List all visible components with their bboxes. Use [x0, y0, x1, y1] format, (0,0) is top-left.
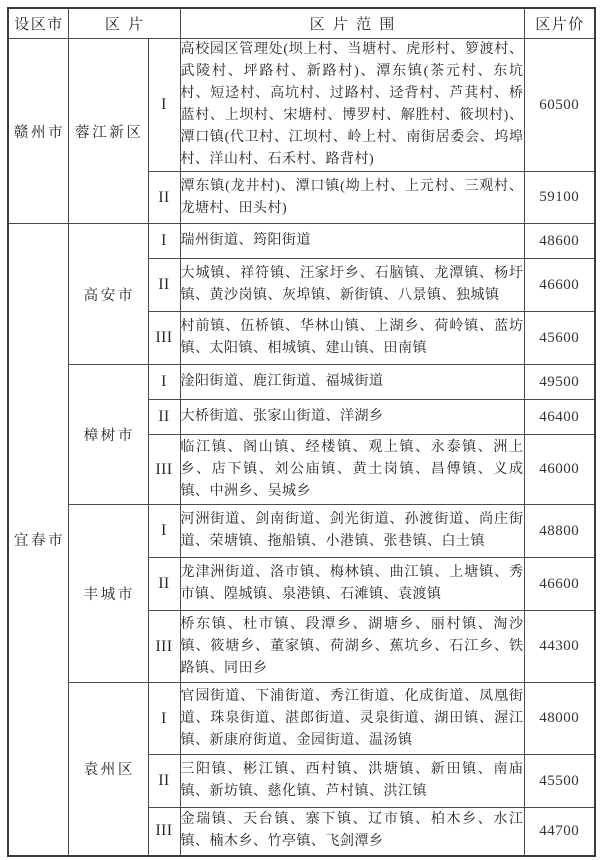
- zone-range: 大城镇、祥符镇、汪家圩乡、石脑镇、龙潭镇、杨圩镇、黄沙岗镇、灰埠镇、新街镇、八景镇、独城镇: [180, 259, 524, 312]
- zone-price: 60500: [524, 39, 595, 172]
- zone-range: 村前镇、伍桥镇、华林山镇、上湖乡、荷岭镇、蓝坊镇、太阳镇、相城镇、建山镇、田南镇: [180, 312, 524, 365]
- zone-range: 三阳镇、彬江镇、西村镇、洪塘镇、新田镇、南庙镇、新坊镇、慈化镇、芦村镇、洪江镇: [180, 755, 524, 808]
- header-price: 区片价: [524, 8, 595, 39]
- zone-price: 46600: [524, 558, 595, 611]
- zone-label: I: [148, 224, 180, 259]
- district-cell-gaoan: 高安市: [68, 224, 148, 365]
- city-cell-ganzhou: 赣州市: [8, 39, 68, 224]
- zone-price: 45600: [524, 312, 595, 365]
- zone-range: 潭东镇(龙井村)、潭口镇(坳上村、上元村、三观村、龙塘村、田头村): [180, 172, 524, 224]
- table-row: [8, 683, 595, 755]
- district-cell-zhangshu: 樟树市: [68, 365, 148, 505]
- table-header-row: [8, 8, 595, 39]
- city-cell-yichun: 宜春市: [8, 224, 68, 856]
- zone-price: 46000: [524, 435, 595, 505]
- zone-label: I: [148, 683, 180, 755]
- zone-price: 59100: [524, 172, 595, 224]
- zone-price-table: [7, 7, 596, 857]
- zone-price: 48800: [524, 505, 595, 558]
- zone-price: 48600: [524, 224, 595, 259]
- table-row: [8, 39, 595, 172]
- district-cell-yuanzhou: 袁州区: [68, 683, 148, 856]
- zone-label: III: [148, 611, 180, 683]
- zone-range: 金瑞镇、天台镇、寨下镇、辽市镇、柏木乡、水江镇、楠木乡、竹亭镇、飞剑潭乡: [180, 808, 524, 856]
- zone-label: I: [148, 365, 180, 400]
- zone-label: III: [148, 312, 180, 365]
- zone-range: 临江镇、阁山镇、经楼镇、观上镇、永泰镇、洲上乡、店下镇、刘公庙镇、黄土岗镇、昌傅镇、义成镇、中洲乡、吴城乡: [180, 435, 524, 505]
- zone-range: 瑞州街道、筠阳街道: [180, 224, 524, 259]
- zone-label: III: [148, 435, 180, 505]
- zone-range: 高校园区管理处(坝上村、当塘村、虎形村、箩渡村、武陵村、坪路村、新路村)、潭东镇(茶元村、东坑村、短迳村、高坑村、过路村、迳背村、芦萁村、桥蓝村、上坝村、宋塘村、博罗村、解胜村、筱坝村)、潭口镇(代卫村、江坝村、岭上村、南街居委会、坞埠村、洋山村、石禾村、路背村): [180, 39, 524, 172]
- zone-label: I: [148, 505, 180, 558]
- zone-label: II: [148, 558, 180, 611]
- header-range: 区片范围: [180, 8, 524, 39]
- zone-label: II: [148, 259, 180, 312]
- district-cell-rongjiang: 蓉江新区: [68, 39, 148, 224]
- zone-range: 淦阳街道、鹿江街道、福城街道: [180, 365, 524, 400]
- zone-label: II: [148, 755, 180, 808]
- table-row: [8, 224, 595, 259]
- zone-range: 桥东镇、杜市镇、段潭乡、湖塘乡、丽村镇、淘沙镇、筱塘乡、董家镇、荷湖乡、蕉坑乡、石江乡、铁路镇、同田乡: [180, 611, 524, 683]
- zone-price: 46400: [524, 400, 595, 435]
- zone-price: 46600: [524, 259, 595, 312]
- zone-label: II: [148, 400, 180, 435]
- zone-price: 49500: [524, 365, 595, 400]
- zone-label: III: [148, 808, 180, 856]
- zone-price: 44700: [524, 808, 595, 856]
- zone-price: 45500: [524, 755, 595, 808]
- zone-label: II: [148, 172, 180, 224]
- district-cell-fengcheng: 丰城市: [68, 505, 148, 683]
- zone-price: 48000: [524, 683, 595, 755]
- header-zone: 区片: [68, 8, 180, 39]
- zone-range: 大桥街道、张家山街道、洋湖乡: [180, 400, 524, 435]
- zone-price: 44300: [524, 611, 595, 683]
- header-city: 设区市: [8, 8, 68, 39]
- zone-label: I: [148, 39, 180, 172]
- zone-range: 官园街道、下浦街道、秀江街道、化成街道、凤凰街道、珠泉街道、湛郎街道、灵泉街道、湖田镇、渥江镇、新康府街道、金园街道、温汤镇: [180, 683, 524, 755]
- table-row: [8, 365, 595, 400]
- table-row: [8, 505, 595, 558]
- zone-range: 河洲街道、剑南街道、剑光街道、孙渡街道、尚庄街道、荣塘镇、拖船镇、小港镇、张巷镇、白土镇: [180, 505, 524, 558]
- zone-range: 龙津洲街道、洛市镇、梅林镇、曲江镇、上塘镇、秀市镇、隍城镇、泉港镇、石滩镇、袁渡镇: [180, 558, 524, 611]
